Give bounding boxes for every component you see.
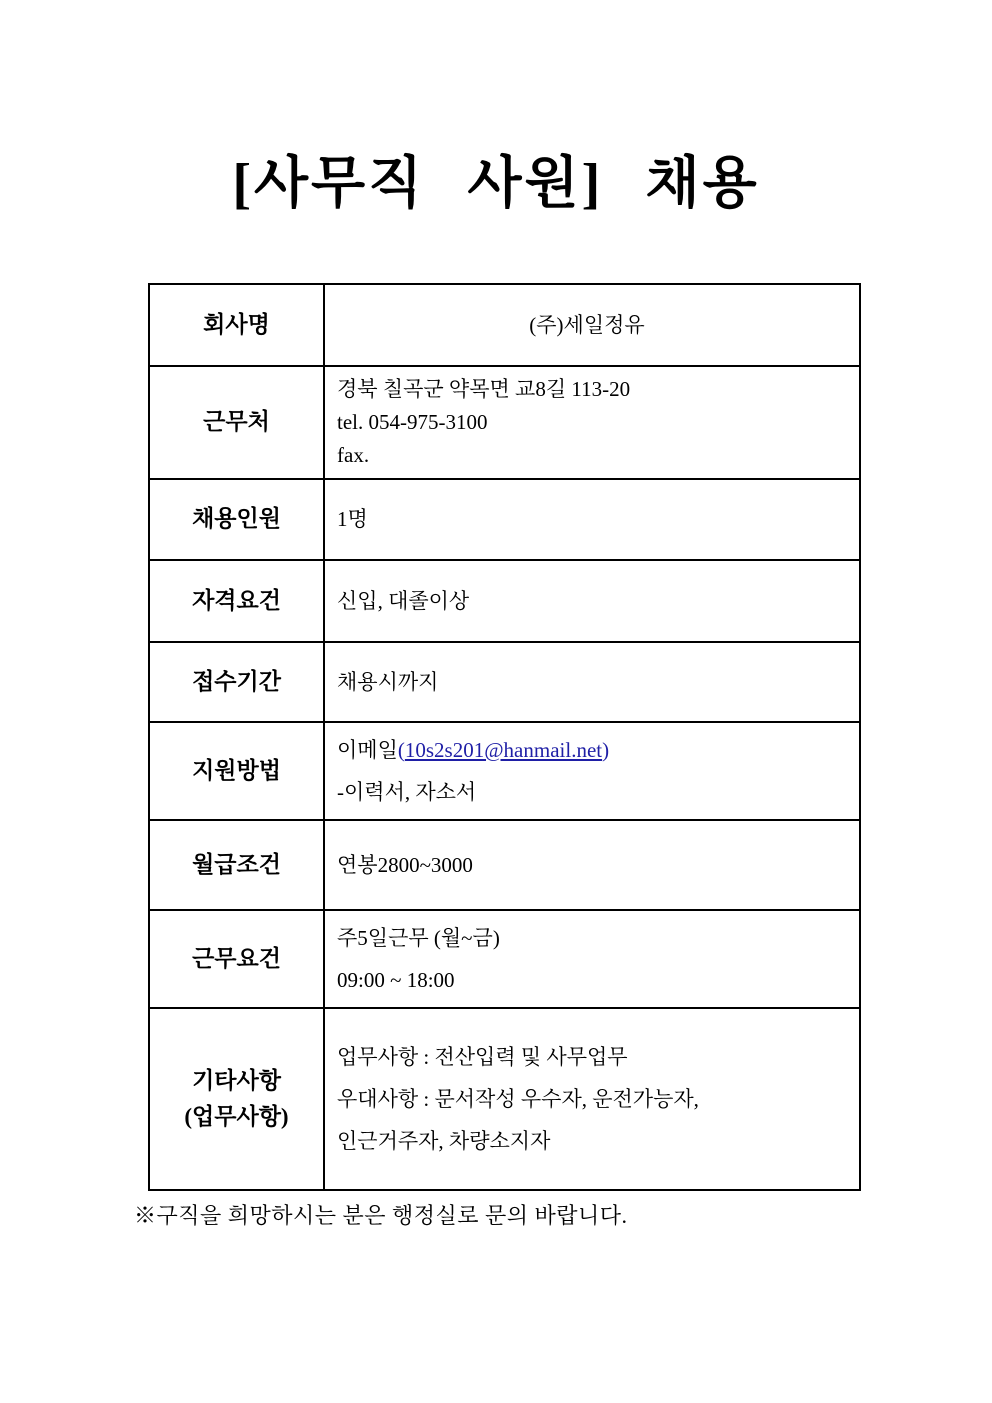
page-title: [사무직 사원] 채용: [232, 153, 760, 215]
company-name-label: 회사명: [149, 284, 324, 366]
workdays-line: 주5일근무 (월~금): [337, 925, 500, 950]
footnote: ※구직을 희망하시는 분은 행정실로 문의 바랍니다.: [134, 1202, 628, 1228]
application-period-value: 채용시까지: [324, 642, 860, 722]
work-conditions-label: 근무요건: [149, 910, 324, 1008]
other-notes-label: [149, 1008, 324, 1190]
application-method-label: 지원방법: [149, 722, 324, 820]
other-notes-value: [324, 1008, 860, 1190]
duties-line: 업무사항 : 전산입력 및 사무업무: [337, 1044, 628, 1069]
fax-line: fax.: [337, 442, 370, 467]
paren-close: ): [602, 737, 610, 762]
qualifications-value: 신입, 대졸이상: [324, 560, 860, 642]
work-conditions-value: [324, 910, 860, 1008]
company-name-value: (주)세일정유: [324, 284, 860, 366]
application-period-label: 접수기간: [149, 642, 324, 722]
email-line: [337, 729, 849, 771]
table-row-qualifications: [149, 560, 860, 642]
hires-count-label: 채용인원: [149, 479, 324, 560]
table-row-company: [149, 284, 860, 366]
address-line: 경북 칠곡군 약목면 교8길 113-20: [337, 376, 631, 401]
table-row-salary: [149, 820, 860, 910]
work-location-value: [324, 366, 860, 479]
salary-value: 연봉2800~3000: [324, 820, 860, 910]
table-row-application-method: [149, 722, 860, 820]
hires-count-value: 1명: [324, 479, 860, 560]
table-row-application-period: [149, 642, 860, 722]
qualifications-label: 자격요건: [149, 560, 324, 642]
job-info-table: [148, 283, 861, 1191]
table-row-work-location: [149, 366, 860, 479]
table-row-work-conditions: [149, 910, 860, 1008]
email-prefix-text: 이메일: [337, 737, 398, 762]
tel-line: tel. 054-975-3100: [337, 409, 488, 434]
application-docs-line: -이력서, 자소서: [337, 779, 477, 804]
table-row-other-notes: [149, 1008, 860, 1190]
table-row-hires-count: [149, 479, 860, 560]
work-location-label: 근무처: [149, 366, 324, 479]
other-notes-label-line2: (업무사항): [184, 1103, 289, 1129]
application-method-value: [324, 722, 860, 820]
paren-open: (: [397, 737, 405, 762]
preferred-line-2: 인근거주자, 차량소지자: [337, 1128, 551, 1153]
preferred-line: 우대사항 : 문서작성 우수자, 운전가능자,: [337, 1086, 699, 1111]
other-notes-label-line1: 기타사항: [192, 1067, 281, 1093]
email-link[interactable]: 10s2s201@hanmail.net: [404, 737, 603, 762]
salary-label: 월급조건: [149, 820, 324, 910]
workhours-line: 09:00 ~ 18:00: [337, 967, 455, 992]
